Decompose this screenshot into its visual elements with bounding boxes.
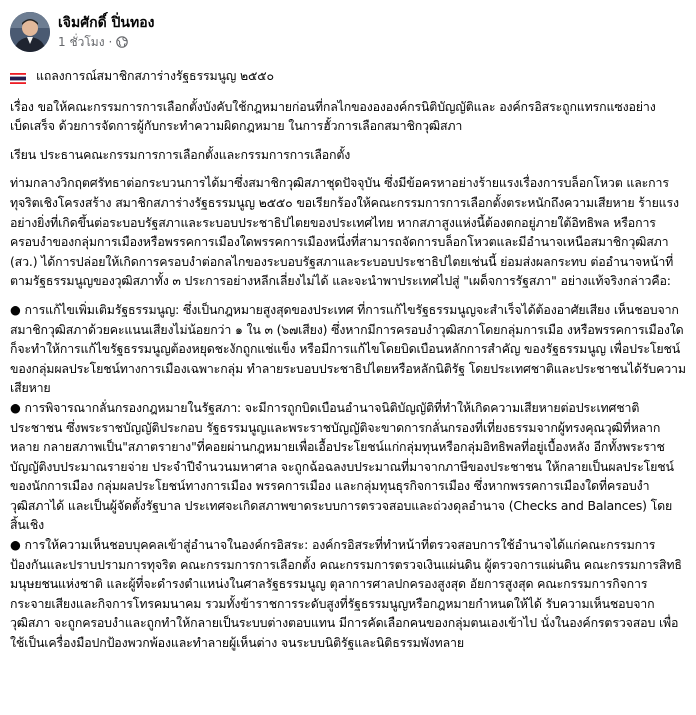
post-title: แถลงการณ์สมาชิกสภาร่างรัฐธรรมนูญ ๒๕๕๐ [36,68,274,83]
post-header [10,10,686,54]
thailand-flag-icon [10,70,26,81]
globe-icon[interactable] [116,36,128,48]
post-subject: เรื่อง ขอให้คณะกรรมการการเลือกตั้งบังคับใช้กฎหมายก่อนที่กลไกของององค์กรนิติบัญญัติและ องค์กรอิสระถูกแทรกแซงอย่างเบ็ดเสร็จ ด้วยการจัดการผู้กับกระทำความผิดกฎหมาย ในการฮั้วการเลือกสมาชิกวุฒิสภา [10,98,656,134]
post-body-intro: ท่ามกลางวิกฤตศรัทธาต่อกระบวนการได้มาซึ่งสมาชิกวุฒิสภาชุดปัจจุบัน ซึ่งมีข้อครหาอย่างร้ายแรงเรื่องการบล็อกโหวต และการทุจริตเชิงโครงสร้าง สมาชิกสภาร่างรัฐธรรมนูญ ๒๕๕๐ ขอเรียกร้องให้คณะกรรมการการเลือกตั้งตระหนักถึงความเสียหาย ร้ายแรงอย่างยิ่งที่เกิดขึ้นต่อระบอบรัฐสภาและระบอบประชาธิปไตยของประเทศไทย หากสภาสูงแห่งนี้ต้องตกอยู่ภายใต้อิทธิพล หรือการครอบงำของกลุ่มการเมืองหรือพรรคการเมืองใดพรรคการเมืองหนึ่งที่สามารถจัดการบล็อกโหวตและมีอำนาจเหนือสมาชิกวุฒิสภา (สว.) ได้การปล่อยให้เกิดการครอบงำต่อกลไกของระบอบรัฐสภาและระบอบประชาธิปไตยเช่นนี้ ย่อมส่งผลกระทบ ต่ออำนาจหน้าที่ตามรัฐธรรมนูญของวุฒิสภาทั้ง ๓ ประการอย่างหลีกเลี่ยงไม่ได้ และจะนำพาประเทศไปสู่ "เผด็จการรัฐสภา" อย่างแท้จริงกล่าวคือ: [10,175,679,289]
author-name[interactable]: เจิมศักดิ์ ปิ่นทอง [58,15,155,31]
post-content [10,66,686,653]
post-addressee: เรียน ประธานคณะกรรมการการเลือกตั้งและกรรมการการเลือกตั้ง [10,146,351,162]
post-bullet-amendment: ● การแก้ไขเพิ่มเติมรัฐธรรมนูญ: ซึ่งเป็นกฎหมายสูงสุดของประเทศ ที่การแก้ไขรัฐธรรมนูญจะสำเร็จได้ต้องอาศัยเสียง เห็นชอบจากสมาชิกวุฒิสภาด้วยคะแนนเสียงไม่น้อยกว่า ๑ ใน ๓ (๖๗เสียง) ซึ่งหากมีการครอบงำวุฒิสภาโดยกลุ่มการเมือ งหรือพรรคการเมืองใด ก็จะทำให้การแก้ไขรัฐธรรมนูญต้องหยุดชะงักถูกแช่แข็ง หรือมีการแก้ไขโดยบิดเบือนหลักการสำคัญ ของรัฐธรรมนูญ เพื่อประโยชน์ของกลุ่มผลประโยชน์ทางการเมืองเฉพาะกลุ่ม ทำลายระบอบประชาธิปไตยหรือหลักนิติรัฐ โดยประเทศชาติและประชาชนได้รับความเสียหาย [10,301,686,396]
post-subline [58,34,154,50]
post-timestamp[interactable]: 1 ชั่วโมง [58,35,105,49]
meta-separator: · [108,35,113,49]
author-avatar[interactable] [10,12,50,52]
paragraph-gap [10,291,686,300]
paragraph-gap [10,164,686,173]
post-meta [58,14,154,50]
avatar-image-icon [10,12,50,52]
post-bullet-legislation: ● การพิจารณากลั่นกรองกฎหมายในรัฐสภา: จะมีการถูกบิดเบือนอำนาจนิติบัญญัติที่ทำให้เกิดความเสียหายต่อประเทศชาติประชาชน ซึ่งพระราชบัญญัติประกอบ รัฐธรรมนูญและพระราชบัญญัติจะขาดการกลั่นกรองที่เที่ยงธรรมจากผู้ทรงคุณวุฒิที่หลากหลาย กลายสภาพเป็น"สภาตรายาง"ที่คอยผ่านกฎหมายเพื่อเอื้อประโยชน์แก่กลุ่มทุนหรือกลุ่มอิทธิพลที่อยู่เบื้องหลัง อีกทั้งพระราชบัญญัติงบประมาณรายจ่าย ประจำปีจำนวนมหาศาล จะถูกฉ้อฉลงบประมาณที่มาจากภาษีของประชาชน ให้กลายเป็นผลประโยชน์ของนักการเมือง กลุ่มผลประโยชน์ทางการเมือง พรรคการเมือง และกลุ่มทุนธุรกิจการเมือง ซึ่งหากพรรคการเมืองใดที่ครอบงำวุฒิสภาได้ และเป็นผู้จัดตั้งรัฐบาล ประเทศจะเกิดสภาพขาดระบบการตรวจสอบและถ่วงดุลอำนาจ (Checks and Balances) โดยสิ้นเชิง [10,399,674,533]
post-bullet-independent-bodies: ● การให้ความเห็นชอบบุคคลเข้าสู่อำนาจในองค์กรอิสระ: องค์กรอิสระที่ทำหน้าที่ตรวจสอบการใช้อำนาจได้แก่คณะกรรมการป้องกันและปราบปรามการทุจริต คณะกรรมการการเลือกตั้ง คณะกรรมการตรวจเงินแผ่นดิน ผู้ตรวจการแผ่นดิน คณะกรรมการสิทธิมนุษยชนแห่งชาติ และผู้ที่จะดำรงตำแหน่งในศาลรัฐธรรมนูญ ตุลาการศาลปกครองสูงสุด อัยการสูงสุด คณะกรรมการกิจการกระจายเสียงและกิจการโทรคมนาคม รวมทั้งข้าราชการระดับสูงที่รัฐธรรมนูญหรือกฎหมายกำหนดให้ได้ รับความเห็นชอบจากวุฒิสภา จะถูกครอบงำและถูกทำให้กลายเป็นระบบต่างตอบแทน มีการคัดเลือกคนของกลุ่มตนเองเข้าไป นั่งในองค์กรตรวจสอบ เพื่อใช้เป็นเครื่องมือปกป้องพวกพ้องและทำลายผู้เห็นต่าง จนระบบนิติรัฐและนิติธรรมพังทลาย [10,537,682,651]
post-title-line [10,66,686,86]
paragraph-gap [10,136,686,145]
